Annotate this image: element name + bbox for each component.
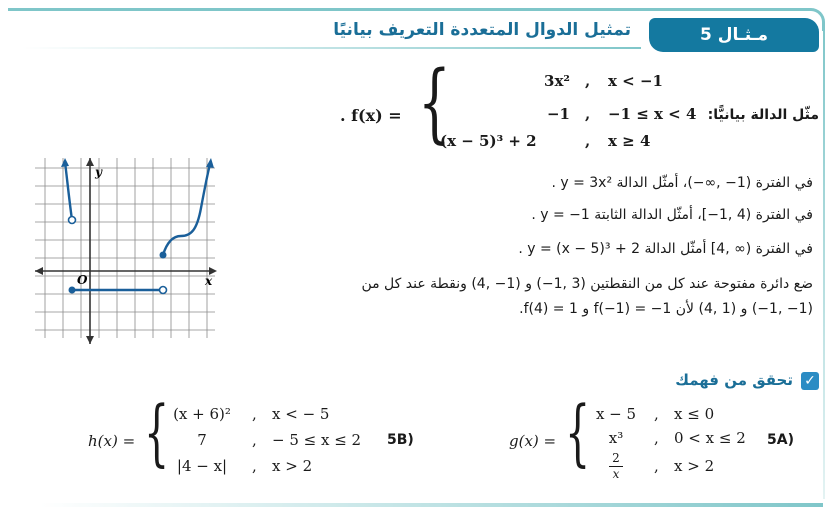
problem-5a-lhs: g(x) = (509, 432, 557, 450)
problem-5a-brace: { (565, 390, 591, 474)
piecewise-graph (35, 158, 220, 344)
curve-parabola-arrow (61, 158, 69, 167)
problem-5a-case-2-cond: 0 < x ≤ 2 (674, 429, 746, 447)
case-2-expr: −1 (546, 105, 570, 123)
curve-parabola (65, 162, 72, 220)
x-axis-arrow-left (35, 267, 43, 275)
problem-5a-label: 5A) (767, 432, 794, 448)
problem-5a-case-1-sep: , (654, 405, 659, 423)
frame-side-border (823, 24, 825, 499)
problem-5b-case-1-expr: (x + 6)² (173, 405, 231, 423)
x-axis-label: x (205, 274, 213, 288)
problem-5b-label: 5B) (387, 432, 414, 448)
example-title: تمثيل الدوال المتعددة التعريف بيانيًا (333, 20, 631, 40)
y-axis-arrow-up (86, 158, 94, 166)
case-1-cond: x < −1 (608, 72, 663, 90)
case-2-cond: −1 ≤ x < 4 (608, 105, 697, 123)
y-axis-label: y (95, 165, 102, 179)
case-1-expr: 3x² (544, 72, 570, 90)
closed-point-right (160, 252, 167, 259)
problem-5b-case-1-sep: , (252, 405, 257, 423)
curve-cubic (163, 164, 210, 255)
step-4-line-2: (1− ,1−) و (1 ,4) لأن f(−1) = −1 و f(4) = 1. (519, 301, 813, 317)
open-circle-right (160, 287, 167, 294)
step-3: في الفترة (∞ ,4] أمثّل الدالة y = (x − 5)³ + 2 . (518, 241, 813, 257)
closed-point-left (69, 287, 76, 294)
problem-5b-case-3-expr: |4 − x| (176, 457, 228, 475)
case-3-sep: , (585, 132, 591, 150)
origin-label: O (77, 273, 88, 287)
y-axis-arrow-down (86, 336, 94, 344)
problem-5a-case-1-expr: x − 5 (595, 405, 637, 423)
problem-5a-case-2-expr: x³ (608, 429, 624, 447)
piecewise-brace: { (418, 53, 451, 153)
step-2: في الفترة (4 ,1−]، أمثّل الدالة الثابتة 1− = y . (531, 207, 813, 223)
case-2-sep: , (585, 105, 591, 123)
problem-5a-case-3-num: 2 (612, 451, 620, 465)
problem-5b-case-3-cond: x > 2 (272, 457, 313, 475)
problem-5a-case-3-den: x (612, 467, 620, 481)
step-1: في الفترة (1− ,∞−)، أمثّل الدالة y = 3x² . (551, 175, 813, 191)
graph-grid (35, 158, 215, 338)
problem-5b-brace: { (144, 390, 170, 474)
check-title: تحقق من فهمك (675, 371, 793, 389)
problem-5b-lhs: h(x) = (88, 432, 136, 450)
case-3-expr: (x − 5)³ + 2 (440, 132, 537, 150)
problem-5b-case-1-cond: x < − 5 (272, 405, 330, 423)
function-lhs: . f(x) = (340, 106, 402, 125)
problem-5b-case-2-expr: 7 (197, 431, 207, 449)
problem-5a-case-3-sep: , (654, 457, 659, 475)
problem-5b-case-2-sep: , (252, 431, 257, 449)
frame-bottom-border (40, 503, 823, 507)
case-1-sep: , (585, 72, 591, 90)
case-3-cond: x ≥ 4 (608, 132, 651, 150)
example-badge: مـثـال 5 (649, 18, 819, 52)
step-4-line-1: ضع دائرة مفتوحة عند كل من النقطتين (3 ,1−) و (1− ,4) ونقطة عند كل من (361, 276, 813, 292)
instruction-text: مثّل الدالة بيانيًّا: (707, 107, 819, 123)
problem-5a-case-1-cond: x ≤ 0 (674, 405, 715, 423)
check-icon: ✓ (801, 372, 819, 390)
problem-5b-case-2-cond: − 5 ≤ x ≤ 2 (272, 431, 362, 449)
problem-5a-case-2-sep: , (654, 429, 659, 447)
title-underline (22, 47, 641, 49)
problem-5b-case-3-sep: , (252, 457, 257, 475)
problem-5a-case-3-cond: x > 2 (674, 457, 715, 475)
open-circle-top (69, 217, 76, 224)
